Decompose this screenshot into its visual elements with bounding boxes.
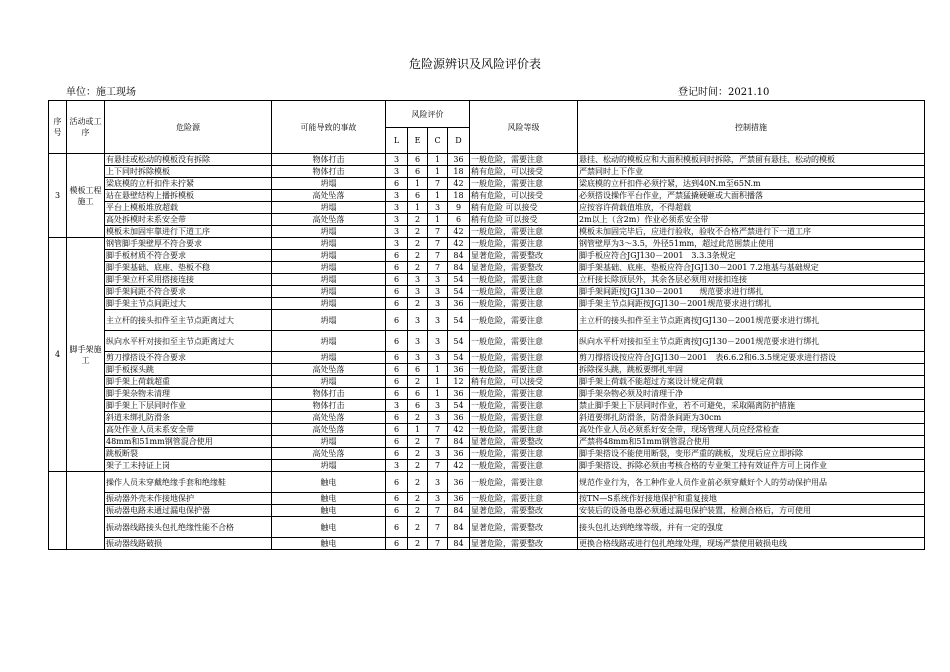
table-row [49, 274, 925, 286]
e-value-cell: 2 [408, 460, 428, 472]
l-value-cell: 3 [386, 214, 408, 226]
hazard-cell: 模板未加固牢靠进行下道工序 [105, 226, 272, 238]
group-activity: 脚手架施工 [67, 238, 105, 472]
d-value-cell: 84 [448, 262, 470, 274]
header-risk-eval: 风险评价 [386, 101, 470, 128]
l-value-cell: 6 [386, 448, 408, 460]
accident-cell: 高处坠落 [272, 364, 386, 376]
e-value-cell: 3 [408, 274, 428, 286]
e-value-cell: 6 [408, 190, 428, 202]
header-no: 序号 [49, 101, 67, 154]
accident-cell: 坍塌 [272, 310, 386, 331]
header-level: 风险等级 [470, 101, 578, 154]
hazard-cell: 脚手架基础、底座、垫板不稳 [105, 262, 272, 274]
risk-level-cell: 一般危险，需要注意 [470, 412, 578, 424]
table-row [49, 400, 925, 412]
accident-cell: 坍塌 [272, 250, 386, 262]
d-value-cell: 18 [448, 190, 470, 202]
accident-cell: 坍塌 [272, 436, 386, 448]
risk-evaluation-table [48, 100, 925, 550]
table-row [49, 154, 925, 166]
c-value-cell: 3 [428, 412, 448, 424]
l-value-cell: 6 [386, 298, 408, 310]
l-value-cell: 6 [386, 472, 408, 493]
hazard-cell: 振动器线路接头包扎绝缘性能不合格 [105, 517, 272, 538]
table-row [49, 331, 925, 352]
hazard-cell: 48mm和51mm钢管混合使用 [105, 436, 272, 448]
d-value-cell: 42 [448, 238, 470, 250]
header-D: D [448, 128, 470, 154]
accident-cell: 高处坠落 [272, 448, 386, 460]
accident-cell: 物体打击 [272, 166, 386, 178]
table-row [49, 190, 925, 202]
group-activity [67, 472, 105, 550]
hazard-cell: 振动器线路破损 [105, 538, 272, 550]
e-value-cell: 2 [408, 298, 428, 310]
e-value-cell: 6 [408, 364, 428, 376]
l-value-cell: 6 [386, 262, 408, 274]
header-L: L [386, 128, 408, 154]
c-value-cell: 7 [428, 538, 448, 550]
c-value-cell: 3 [428, 472, 448, 493]
l-value-cell: 3 [386, 226, 408, 238]
risk-level-cell: 一般危险，需要注意 [470, 400, 578, 412]
table-header [49, 101, 925, 154]
l-value-cell: 6 [386, 250, 408, 262]
page-title: 危险源辨识及风险评价表 [408, 57, 541, 71]
e-value-cell: 2 [408, 226, 428, 238]
c-value-cell: 3 [428, 286, 448, 298]
table-row [49, 472, 925, 493]
risk-level-cell: 显著危险，需要整改 [470, 538, 578, 550]
c-value-cell: 1 [428, 376, 448, 388]
hazard-cell: 脚手架间距不符合要求 [105, 286, 272, 298]
d-value-cell: 12 [448, 376, 470, 388]
c-value-cell: 3 [428, 298, 448, 310]
control-measure-cell: 脚手架搭设不能使用断裂，变形严重的跳板，发现后应立即拆除 [578, 448, 925, 460]
e-value-cell: 3 [408, 352, 428, 364]
table-row [49, 238, 925, 250]
header-E: E [408, 128, 428, 154]
c-value-cell: 7 [428, 424, 448, 436]
c-value-cell: 1 [428, 214, 448, 226]
l-value-cell: 6 [386, 286, 408, 298]
risk-level-cell: 稍有危险，可以接受 [470, 376, 578, 388]
group-number [49, 472, 67, 550]
l-value-cell: 3 [386, 154, 408, 166]
d-value-cell: 36 [448, 412, 470, 424]
d-value-cell: 42 [448, 178, 470, 190]
table-row [49, 310, 925, 331]
control-measure-cell: 禁止脚手架上下层同时作业，若不可避免，采取隔离防护措施 [578, 400, 925, 412]
control-measure-cell: 立杆接长除顶层外，其余各层必须用对接扣连接 [578, 274, 925, 286]
c-value-cell: 7 [428, 226, 448, 238]
e-value-cell: 2 [408, 472, 428, 493]
d-value-cell: 42 [448, 460, 470, 472]
l-value-cell: 6 [386, 352, 408, 364]
risk-level-cell: 一般危险，需要注意 [470, 238, 578, 250]
risk-level-cell: 显著危险，需要整改 [470, 505, 578, 517]
l-value-cell: 3 [386, 190, 408, 202]
d-value-cell: 54 [448, 331, 470, 352]
group-number: 3 [49, 154, 67, 238]
risk-level-cell: 一般危险，需要注意 [470, 286, 578, 298]
accident-cell: 坍塌 [272, 178, 386, 190]
hazard-cell: 主立杆的接头扣件至主节点距离过大 [105, 310, 272, 331]
hazard-cell: 脚手架上荷载超重 [105, 376, 272, 388]
l-value-cell: 6 [386, 364, 408, 376]
accident-cell: 坍塌 [272, 331, 386, 352]
d-value-cell: 36 [448, 472, 470, 493]
hazard-cell: 有悬挂或松动的模板没有拆除 [105, 154, 272, 166]
c-value-cell: 3 [428, 274, 448, 286]
table-row [49, 538, 925, 550]
e-value-cell: 6 [408, 154, 428, 166]
hazard-cell: 脚手架立杆采用搭接连接 [105, 274, 272, 286]
c-value-cell: 1 [428, 166, 448, 178]
accident-cell: 坍塌 [272, 352, 386, 364]
hazard-cell: 平台上模板堆放超载 [105, 202, 272, 214]
table-row [49, 436, 925, 448]
c-value-cell: 7 [428, 505, 448, 517]
l-value-cell: 6 [386, 310, 408, 331]
accident-cell: 坍塌 [272, 238, 386, 250]
l-value-cell: 6 [386, 436, 408, 448]
d-value-cell: 6 [448, 214, 470, 226]
accident-cell: 触电 [272, 505, 386, 517]
control-measure-cell: 模板未加固完毕后，应进行验收，验收不合格严禁进行下一道工序 [578, 226, 925, 238]
registration-date: 登记时间：2021.10 [678, 87, 770, 98]
c-value-cell: 7 [428, 178, 448, 190]
e-value-cell: 2 [408, 262, 428, 274]
hazard-cell: 剪刀撑搭设不符合要求 [105, 352, 272, 364]
hazard-cell: 高处拆模时未系安全带 [105, 214, 272, 226]
e-value-cell: 2 [408, 214, 428, 226]
control-measure-cell: 严禁同时上下作业 [578, 166, 925, 178]
table-row [49, 388, 925, 400]
d-value-cell: 84 [448, 436, 470, 448]
risk-level-cell: 显著危险，需要整改 [470, 517, 578, 538]
c-value-cell: 1 [428, 190, 448, 202]
hazard-cell: 脚手板探头跳 [105, 364, 272, 376]
control-measure-cell: 按TN—S系统作好接地保护和重复接地 [578, 493, 925, 505]
control-measure-cell: 脚手架基础、底座、垫板应符合JGJ130－2001 7.2地基与基础规定 [578, 262, 925, 274]
control-measure-cell: 脚手板应符合JGJ130－2001 3.3.3条规定 [578, 250, 925, 262]
d-value-cell: 9 [448, 202, 470, 214]
d-value-cell: 84 [448, 517, 470, 538]
c-value-cell: 7 [428, 436, 448, 448]
accident-cell: 物体打击 [272, 154, 386, 166]
c-value-cell: 3 [428, 202, 448, 214]
c-value-cell: 1 [428, 364, 448, 376]
l-value-cell: 6 [386, 178, 408, 190]
accident-cell: 物体打击 [272, 388, 386, 400]
e-value-cell: 1 [408, 178, 428, 190]
group-activity: 模板工程施工 [67, 154, 105, 238]
accident-cell: 坍塌 [272, 298, 386, 310]
accident-cell: 高处坠落 [272, 190, 386, 202]
header-accident: 可能导致的事故 [272, 101, 386, 154]
l-value-cell: 6 [386, 274, 408, 286]
table-row [49, 448, 925, 460]
control-measure-cell: 规范作业行为，各工种作业人员作业前必须穿戴好个人的劳动保护用品 [578, 472, 925, 493]
risk-level-cell: 稍有危险 可以接受 [470, 202, 578, 214]
e-value-cell: 2 [408, 436, 428, 448]
l-value-cell: 6 [386, 412, 408, 424]
control-measure-cell: 应按容许荷载值堆放，不得超载 [578, 202, 925, 214]
d-value-cell: 36 [448, 388, 470, 400]
d-value-cell: 36 [448, 493, 470, 505]
d-value-cell: 18 [448, 166, 470, 178]
c-value-cell: 3 [428, 493, 448, 505]
c-value-cell: 3 [428, 310, 448, 331]
e-value-cell: 6 [408, 400, 428, 412]
accident-cell: 坍塌 [272, 202, 386, 214]
risk-level-cell: 一般危险，需要注意 [470, 226, 578, 238]
table-row [49, 298, 925, 310]
table-body [49, 154, 925, 550]
risk-level-cell: 一般危险，需要注意 [470, 472, 578, 493]
table-row [49, 214, 925, 226]
l-value-cell: 6 [386, 424, 408, 436]
d-value-cell: 54 [448, 286, 470, 298]
header-measures: 控制措施 [578, 101, 925, 154]
risk-level-cell: 一般危险，需要注意 [470, 331, 578, 352]
table-row [49, 286, 925, 298]
e-value-cell: 2 [408, 493, 428, 505]
c-value-cell: 7 [428, 517, 448, 538]
header-hazard: 危险源 [105, 101, 272, 154]
risk-level-cell: 稍有危险 可以接受 [470, 214, 578, 226]
l-value-cell: 3 [386, 202, 408, 214]
accident-cell: 高处坠落 [272, 424, 386, 436]
c-value-cell: 7 [428, 460, 448, 472]
risk-level-cell: 一般危险，需要注意 [470, 448, 578, 460]
unit-label: 单位：施工现场 [66, 87, 136, 98]
c-value-cell: 3 [428, 400, 448, 412]
e-value-cell: 6 [408, 166, 428, 178]
l-value-cell: 3 [386, 238, 408, 250]
l-value-cell: 6 [386, 538, 408, 550]
e-value-cell: 2 [408, 538, 428, 550]
l-value-cell: 6 [386, 517, 408, 538]
control-measure-cell: 脚手架杂物必须及时清理干净 [578, 388, 925, 400]
hazard-cell: 架子工未持证上岗 [105, 460, 272, 472]
accident-cell: 坍塌 [272, 460, 386, 472]
c-value-cell: 1 [428, 388, 448, 400]
risk-level-cell: 一般危险，需要注意 [470, 388, 578, 400]
d-value-cell: 36 [448, 298, 470, 310]
table-row [49, 493, 925, 505]
control-measure-cell: 剪刀撑搭设按应符合JGJ130－2001 表6.6.2和6.3.5规定要求进行搭设 [578, 352, 925, 364]
control-measure-cell: 悬挂、松动的模板应和大面积模板同时拆除，严禁留有悬挂、松动的模板 [578, 154, 925, 166]
l-value-cell: 3 [386, 166, 408, 178]
l-value-cell: 3 [386, 460, 408, 472]
control-measure-cell: 安装后的设备电器必须通过漏电保护装置，检测合格后，方可使用 [578, 505, 925, 517]
e-value-cell: 2 [408, 238, 428, 250]
control-measure-cell: 梁底模的立杆扣件必须拧紧，达到40N.m至65N.m [578, 178, 925, 190]
e-value-cell: 1 [408, 424, 428, 436]
control-measure-cell: 2m以上（含2m）作业必须系安全带 [578, 214, 925, 226]
d-value-cell: 42 [448, 424, 470, 436]
accident-cell: 触电 [272, 517, 386, 538]
e-value-cell: 2 [408, 505, 428, 517]
control-measure-cell: 脚手架搭设、拆除必须由考核合格的专业架工持有效证件方可上岗作业 [578, 460, 925, 472]
l-value-cell: 6 [386, 388, 408, 400]
header-activity: 活动或工序 [67, 101, 105, 154]
hazard-cell: 站在悬壁结构上播拆模板 [105, 190, 272, 202]
risk-level-cell: 一般危险，需要注意 [470, 154, 578, 166]
e-value-cell: 2 [408, 517, 428, 538]
accident-cell: 物体打击 [272, 400, 386, 412]
d-value-cell: 84 [448, 505, 470, 517]
l-value-cell: 6 [386, 493, 408, 505]
risk-level-cell: 显著危险，需要整改 [470, 250, 578, 262]
d-value-cell: 54 [448, 400, 470, 412]
accident-cell: 触电 [272, 493, 386, 505]
accident-cell: 坍塌 [272, 226, 386, 238]
control-measure-cell: 更换合格线路或进行包扎绝缘处理，现场严禁使用破损电线 [578, 538, 925, 550]
risk-level-cell: 一般危险，需要注意 [470, 178, 578, 190]
c-value-cell: 7 [428, 250, 448, 262]
c-value-cell: 3 [428, 448, 448, 460]
table-row [49, 166, 925, 178]
control-measure-cell: 脚手架上荷载不能超过方案设计规定荷载 [578, 376, 925, 388]
d-value-cell: 54 [448, 352, 470, 364]
d-value-cell: 36 [448, 364, 470, 376]
hazard-cell: 上下同时拆除模板 [105, 166, 272, 178]
risk-level-cell: 一般危险，需要注意 [470, 352, 578, 364]
d-value-cell: 54 [448, 274, 470, 286]
table-row [49, 460, 925, 472]
e-value-cell: 2 [408, 250, 428, 262]
c-value-cell: 3 [428, 352, 448, 364]
accident-cell: 坍塌 [272, 274, 386, 286]
d-value-cell: 54 [448, 310, 470, 331]
d-value-cell: 42 [448, 226, 470, 238]
table-row [49, 262, 925, 274]
accident-cell: 高处坠落 [272, 214, 386, 226]
hazard-cell: 跳板断裂 [105, 448, 272, 460]
hazard-cell: 梁底模的立杆扣件未拧紧 [105, 178, 272, 190]
accident-cell: 坍塌 [272, 262, 386, 274]
group-number: 4 [49, 238, 67, 472]
hazard-cell: 脚手架上下层同时作业 [105, 400, 272, 412]
d-value-cell: 36 [448, 154, 470, 166]
control-measure-cell: 斜道要绑扎防滑条，防滑条间距为30cm [578, 412, 925, 424]
risk-level-cell: 一般危险，需要注意 [470, 364, 578, 376]
risk-level-cell: 一般危险，需要注意 [470, 493, 578, 505]
l-value-cell: 6 [386, 376, 408, 388]
table-row [49, 178, 925, 190]
control-measure-cell: 严禁将48mm和51mm钢管混合使用 [578, 436, 925, 448]
hazard-cell: 脚手板材质不符合要求 [105, 250, 272, 262]
table-row [49, 364, 925, 376]
d-value-cell: 84 [448, 538, 470, 550]
risk-level-cell: 一般危险，需要注意 [470, 424, 578, 436]
table-row [49, 352, 925, 364]
e-value-cell: 3 [408, 310, 428, 331]
risk-level-cell: 稍有危险，可以接受 [470, 166, 578, 178]
risk-level-cell: 稍有危险，可以接受 [470, 190, 578, 202]
table-row [49, 250, 925, 262]
d-value-cell: 84 [448, 250, 470, 262]
control-measure-cell: 脚手架间距按JGJ130－2001 规范要求进行绑扎 [578, 286, 925, 298]
hazard-cell: 振动器电路未通过漏电保护器 [105, 505, 272, 517]
control-measure-cell: 钢管壁厚为3～3.5，外径51mm，超过此范围禁止使用 [578, 238, 925, 250]
c-value-cell: 3 [428, 331, 448, 352]
table-row [49, 517, 925, 538]
control-measure-cell: 接头包扎达到绝缘等级，并有一定的强度 [578, 517, 925, 538]
e-value-cell: 1 [408, 202, 428, 214]
risk-level-cell: 一般危险，需要注意 [470, 274, 578, 286]
hazard-cell: 高处作业人员未系安全带 [105, 424, 272, 436]
accident-cell: 坍塌 [272, 286, 386, 298]
risk-level-cell: 一般危险，需要注意 [470, 298, 578, 310]
control-measure-cell: 必须搭设操作平台作业，严禁猛撬硬砸或大面积播落 [578, 190, 925, 202]
table-row [49, 412, 925, 424]
e-value-cell: 2 [408, 376, 428, 388]
e-value-cell: 6 [408, 388, 428, 400]
c-value-cell: 7 [428, 238, 448, 250]
hazard-cell: 脚手架主节点间距过大 [105, 298, 272, 310]
hazard-cell: 钢管脚手架壁厚不符合要求 [105, 238, 272, 250]
l-value-cell: 3 [386, 400, 408, 412]
control-measure-cell: 拆除探头跳，跳板要绑扎牢固 [578, 364, 925, 376]
table-row [49, 505, 925, 517]
accident-cell: 触电 [272, 538, 386, 550]
e-value-cell: 3 [408, 331, 428, 352]
header-C: C [428, 128, 448, 154]
accident-cell: 高处坠落 [272, 412, 386, 424]
hazard-cell: 纵向水平杆对接扣至主节点距离过大 [105, 331, 272, 352]
table-row [49, 226, 925, 238]
hazard-cell: 脚手架杂物未清理 [105, 388, 272, 400]
e-value-cell: 3 [408, 286, 428, 298]
control-measure-cell: 主立杆的接头扣件至主节点距离按JGJ130－2001规范要求进行绑扎 [578, 310, 925, 331]
control-measure-cell: 脚手架主节点间距按JGJ130－2001规范要求进行绑扎 [578, 298, 925, 310]
accident-cell: 触电 [272, 472, 386, 493]
c-value-cell: 7 [428, 262, 448, 274]
table-row [49, 202, 925, 214]
e-value-cell: 2 [408, 448, 428, 460]
e-value-cell: 2 [408, 412, 428, 424]
risk-level-cell: 一般危险，需要注意 [470, 460, 578, 472]
hazard-cell: 斜道未绑扎防滑条 [105, 412, 272, 424]
hazard-cell: 操作人员未穿戴绝缘手套和绝缘鞋 [105, 472, 272, 493]
c-value-cell: 1 [428, 154, 448, 166]
control-measure-cell: 高处作业人员必须系好安全带，现场管理人员应经常检查 [578, 424, 925, 436]
l-value-cell: 6 [386, 505, 408, 517]
risk-level-cell: 显著危险，需要整改 [470, 262, 578, 274]
risk-level-cell: 显著危险，需要整改 [470, 436, 578, 448]
d-value-cell: 36 [448, 448, 470, 460]
control-measure-cell: 纵向水平杆对接扣至主节点距离按JGJ130－2001规范要求进行绑扎 [578, 331, 925, 352]
table-row [49, 376, 925, 388]
risk-level-cell: 一般危险，需要注意 [470, 310, 578, 331]
table-row [49, 424, 925, 436]
accident-cell: 坍塌 [272, 376, 386, 388]
l-value-cell: 6 [386, 331, 408, 352]
hazard-cell: 振动器外壳未作接地保护 [105, 493, 272, 505]
